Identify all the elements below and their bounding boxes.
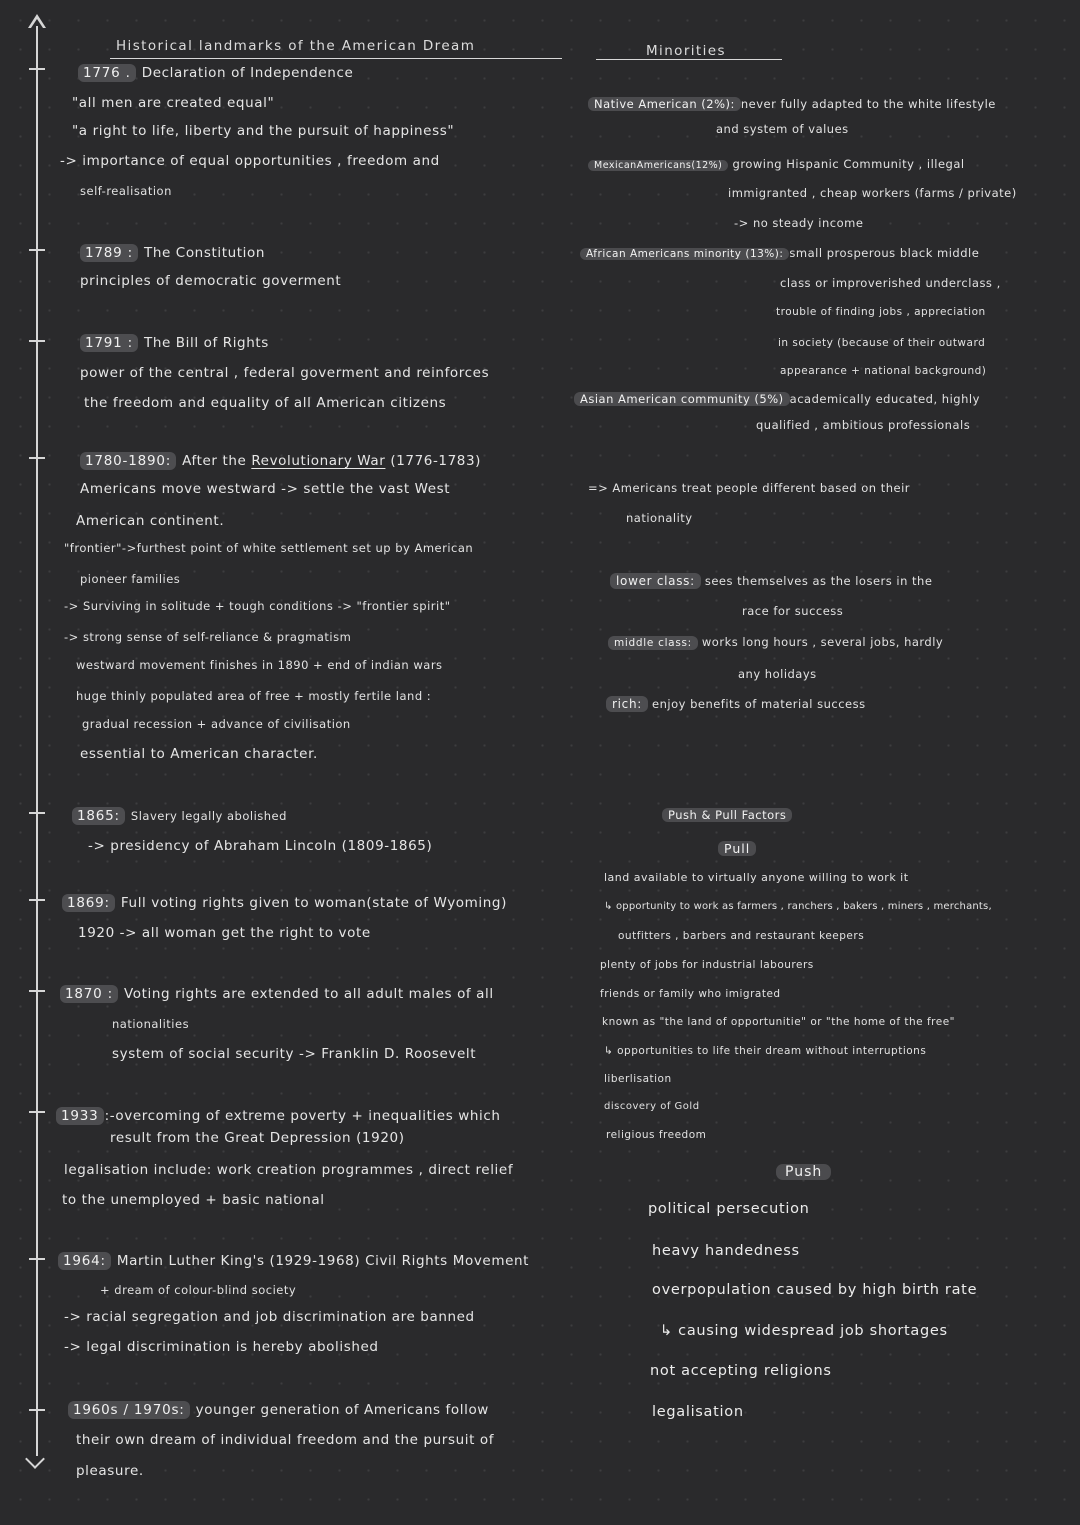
event-title: Slavery legally abolished: [130, 809, 287, 823]
text-line: -> legal discrimination is hereby abolished: [64, 1339, 379, 1355]
timeline-tick: [29, 1409, 45, 1411]
minorities-title: Minorities: [646, 43, 726, 59]
middle-class-entry: [608, 635, 943, 650]
minority-label: Asian American community (5%): [574, 392, 790, 406]
text-line: qualified , ambitious professionals: [756, 418, 971, 432]
text-line: sees themselves as the losers in the: [704, 574, 933, 588]
text-line: -> racial segregation and job discrimination are banned: [64, 1309, 475, 1325]
timeline-tick: [29, 68, 45, 70]
event-1789: [80, 244, 265, 262]
push-item: overpopulation caused by high birth rate: [652, 1282, 978, 1298]
text-line: academically educated, highly: [789, 392, 980, 406]
pull-item: ↳ opportunities to life their dream without interruptions: [604, 1045, 927, 1057]
event-title: The Bill of Rights: [144, 335, 269, 351]
event-1960s: [68, 1401, 489, 1419]
event-1791: [80, 334, 269, 352]
mexican-american-entry: [588, 157, 965, 171]
text-line: in society (because of their outward: [778, 337, 986, 349]
text-line: pioneer families: [80, 572, 181, 586]
event-1869: [62, 894, 507, 912]
text-line: immigranted , cheap workers (farms / private): [728, 186, 1017, 200]
push-item: not accepting religions: [650, 1363, 832, 1379]
pull-item: land available to virtually anyone willing to work it: [604, 871, 909, 884]
event-1870: [60, 985, 494, 1003]
pull-label: Pull: [718, 838, 756, 857]
text-line: gradual recession + advance of civilisation: [82, 717, 351, 731]
text-line: the freedom and equality of all American citizens: [84, 395, 447, 411]
text-line: legalisation include: work creation programmes , direct relief: [64, 1162, 514, 1178]
text-line: essential to American character.: [80, 746, 318, 762]
year-badge: 1964:: [58, 1252, 111, 1270]
text-line: nationalities: [112, 1017, 190, 1031]
text-line: principles of democratic goverment: [80, 273, 342, 289]
year-badge: 1870 :: [60, 985, 118, 1003]
minority-label: MexicanAmericans(12%): [588, 160, 728, 171]
timeline-tick: [29, 457, 45, 459]
pull-item: known as "the land of opportunitie" or "the home of the free": [602, 1016, 955, 1028]
text-line: -> no steady income: [734, 216, 864, 230]
minority-label: African Americans minority (13%):: [580, 248, 789, 260]
text-line: their own dream of individual freedom and the pursuit of: [76, 1432, 495, 1448]
timeline-arrow-down-icon: [25, 1449, 45, 1469]
text-line: Americans move westward -> settle the vast West: [80, 481, 451, 497]
push-label: Push: [776, 1161, 831, 1180]
class-label: lower class:: [610, 573, 701, 589]
event-1865: [72, 807, 287, 825]
asian-american-entry: [574, 392, 980, 406]
event-title: Full voting rights given to woman(state of Wyoming): [120, 895, 507, 911]
timeline-tick: [29, 340, 45, 342]
text-line: American continent.: [76, 513, 225, 529]
text-line: -> Surviving in solitude + tough conditions -> "frontier spirit": [64, 599, 451, 613]
text-line: "all men are created equal": [72, 95, 275, 111]
minorities-underline: [596, 59, 782, 60]
text-line: race for success: [742, 604, 844, 618]
pull-item: discovery of Gold: [604, 1101, 700, 1112]
title-underline: [110, 58, 562, 59]
lower-class-entry: [610, 573, 932, 589]
text-line: 1920 -> all woman get the right to vote: [78, 925, 371, 941]
native-american-entry: [588, 97, 996, 111]
push-item: heavy handedness: [652, 1243, 800, 1259]
event-1776: [78, 64, 353, 82]
event-title: :-overcoming of extreme poverty + inequalities which: [104, 1108, 501, 1124]
pull-item: ↳ opportunity to work as farmers , ranchers , bakers , miners , merchants,: [604, 901, 992, 912]
event-title: After the: [182, 453, 247, 469]
class-label: middle class:: [608, 636, 698, 650]
year-badge: 1780-1890:: [80, 452, 176, 470]
push-item: political persecution: [648, 1201, 810, 1217]
text-line: enjoy benefits of material success: [652, 697, 866, 711]
timeline-axis: [36, 26, 38, 1456]
year-badge: 1933: [56, 1107, 104, 1125]
text-line: trouble of finding jobs , appreciation: [776, 306, 986, 318]
text-line: "frontier"->furthest point of white settlement set up by American: [64, 541, 474, 555]
page-title: Historical landmarks of the American Dream: [116, 38, 476, 54]
timeline-tick: [29, 990, 45, 992]
text-line: appearance + national background): [780, 365, 987, 377]
text-line: result from the Great Depression (1920): [110, 1130, 405, 1146]
text-line: + dream of colour-blind society: [100, 1283, 297, 1297]
event-1964: [58, 1252, 529, 1270]
class-label: rich:: [606, 696, 648, 712]
text-line: -> importance of equal opportunities , freedom and: [60, 153, 440, 169]
year-badge: 1869:: [62, 894, 115, 912]
text-line: "a right to life, liberty and the pursuit of happiness": [72, 123, 455, 139]
text-line: and system of values: [716, 122, 849, 136]
minority-label: Native American (2%):: [588, 97, 741, 111]
pull-item: liberlisation: [604, 1073, 672, 1085]
year-badge: 1960s / 1970s:: [68, 1401, 190, 1419]
text-line: power of the central , federal goverment and reinforces: [80, 365, 490, 381]
timeline-tick: [29, 899, 45, 901]
event-1933: [56, 1107, 501, 1125]
event-title: Martin Luther King's (1929-1968) Civil Rights Movement: [116, 1253, 530, 1269]
event-title: Voting rights are extended to all adult males of all: [124, 986, 494, 1002]
event-title: Declaration of Independence: [141, 65, 354, 81]
pull-item: outfitters , barbers and restaurant keepers: [618, 930, 865, 942]
text-line: system of social security -> Franklin D. Roosevelt: [112, 1046, 477, 1062]
pull-item: friends or family who imigrated: [600, 988, 781, 1000]
conclusion-line: nationality: [626, 511, 693, 525]
pull-item: religious freedom: [606, 1129, 707, 1141]
rich-class-entry: [606, 696, 866, 712]
text-line: to the unemployed + basic national: [62, 1192, 325, 1208]
text-line: self-realisation: [80, 184, 172, 198]
push-item: ↳ causing widespread job shortages: [660, 1323, 948, 1339]
timeline-tick: [29, 1258, 45, 1260]
african-american-entry: [580, 246, 979, 260]
event-title: The Constitution: [144, 245, 266, 261]
push-item: legalisation: [652, 1404, 744, 1420]
text-line: small prosperous black middle: [789, 246, 980, 260]
text-line: works long hours , several jobs, hardly: [701, 635, 944, 649]
year-badge: 1865:: [72, 807, 125, 825]
text-line: growing Hispanic Community , illegal: [732, 157, 965, 171]
text-line: huge thinly populated area of free + mostly fertile land :: [76, 689, 432, 703]
text-line: class or improverished underclass ,: [780, 276, 1001, 290]
event-title: younger generation of Americans follow: [195, 1402, 489, 1418]
text-line: -> presidency of Abraham Lincoln (1809-1865): [88, 838, 433, 854]
text-line: westward movement finishes in 1890 + end of indian wars: [76, 658, 443, 672]
push-pull-title: Push & Pull Factors: [662, 808, 792, 822]
war-label: Revolutionary War: [251, 453, 386, 469]
year-badge: 1791 :: [80, 334, 138, 352]
conclusion-line: => Americans treat people different based on their: [588, 481, 911, 495]
text-line: pleasure.: [76, 1463, 144, 1479]
text-line: -> strong sense of self-reliance & pragmatism: [64, 630, 352, 644]
year-badge: 1789 :: [80, 244, 138, 262]
timeline-tick: [29, 249, 45, 251]
timeline-tick: [29, 1111, 45, 1113]
text-line: any holidays: [738, 667, 817, 681]
year-badge: 1776 .: [78, 64, 136, 82]
timeline-tick: [29, 812, 45, 814]
war-years: (1776-1783): [390, 453, 482, 469]
pull-item: plenty of jobs for industrial labourers: [600, 959, 814, 971]
event-1780-1890: [80, 452, 481, 470]
text-line: never fully adapted to the white lifestyle: [740, 97, 996, 111]
